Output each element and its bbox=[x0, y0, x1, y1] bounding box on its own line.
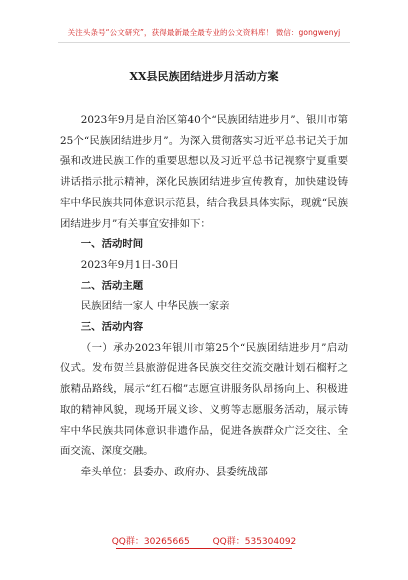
footer-divider bbox=[116, 548, 292, 549]
section-body-time: 2023年9月1日-30日 bbox=[80, 258, 179, 271]
intro-paragraph: 2023年9月是自治区第40个“民族团结进步月”、银川市第25个“民族团结进步月”。为深入贯彻落实习近平总书记关于加强和改进民族工作的重要思想以及习近平总书记视察宁夏重要讲话指示批示精神，深化民族团结进步宣传教育，加快建设铸牢中华民族共同体意识示范县，结合我县具体实际，现就“民族团结进步月”有关事宜安排如下： bbox=[60, 114, 348, 230]
section-heading-time: 一、活动时间 bbox=[80, 238, 144, 251]
footer-qq-bar bbox=[0, 534, 408, 547]
section-body-content: （一）承办2023年银川市第25个“民族团结进步月”启动仪式。发布贺兰县旅游促进各民族交往交流交融计划石榴籽之旅精品路线，展示“红石榴”志愿宣讲服务队昂扬向上、积极进取的精神风貌，现场开展义诊、义剪等志愿服务活动，展示铸牢中华民族共同体意识非遗作品，促进各族群众广泛交往、全面交流、深度交融。 bbox=[60, 341, 348, 458]
footer-qq-right: QQ群：535304092 bbox=[212, 537, 297, 547]
document-body bbox=[60, 110, 348, 483]
lead-unit-line: 牵头单位：县委办、政府办、县委统战部 bbox=[80, 465, 268, 478]
footer-qq-left: QQ群：30265665 bbox=[111, 537, 190, 547]
header-banner: 关注头条号“公文研究”，获得最新最全最专业的公文资料库！ 微信：gongwenyj bbox=[67, 28, 341, 37]
header-divider bbox=[58, 42, 350, 43]
section-body-theme: 民族团结一家人 中华民族一家亲 bbox=[80, 300, 230, 313]
section-heading-content: 三、活动内容 bbox=[80, 321, 144, 334]
section-heading-theme: 二、活动主题 bbox=[80, 279, 144, 292]
document-title: XX县民族团结进步月活动方案 bbox=[129, 70, 279, 83]
